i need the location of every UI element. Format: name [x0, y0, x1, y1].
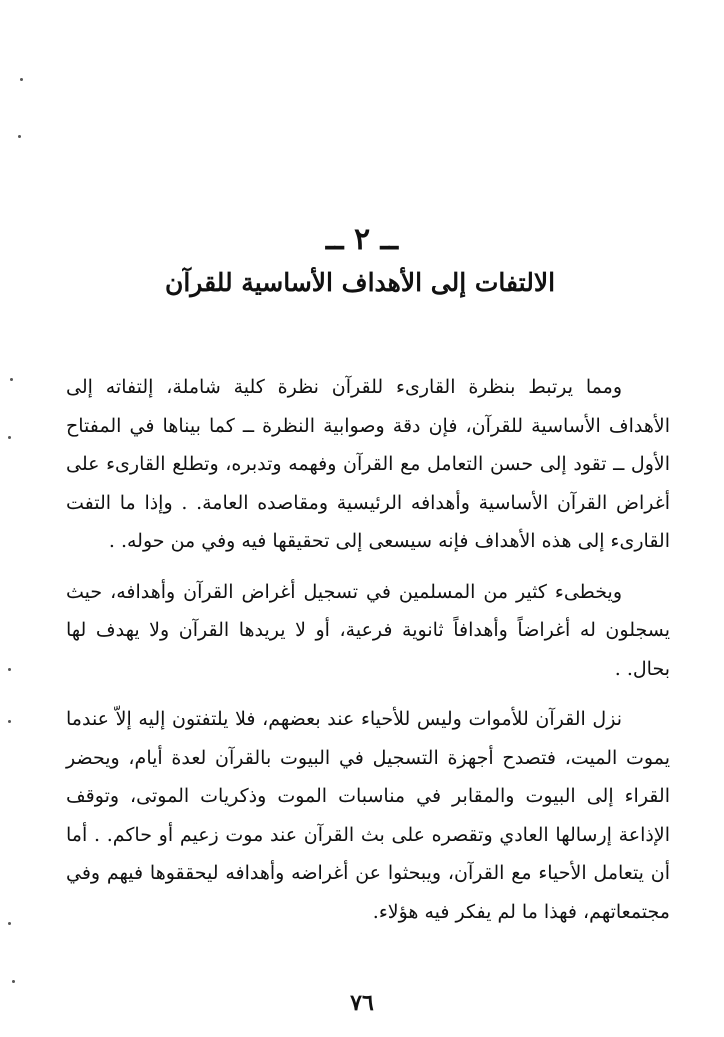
- margin-mark: [8, 668, 11, 671]
- chapter-number: ــ ٢ ــ: [325, 222, 399, 257]
- margin-mark: [8, 720, 11, 723]
- margin-mark: [20, 78, 23, 81]
- paragraph: ومما يرتبط بنظرة القارىء للقرآن نظرة كلية شاملة، إلتفاته إلى الأهداف الأساسية للقرآن، فإن دقة وصوابية النظرة ــ كما بيناها في المفتاح الأول ــ تقود إلى حسن التعامل مع القرآن وفهمه وتدبره، وتطلع القارىء على أغراض القرآن الأساسية وأهدافه الرئيسية ومقاصده العامة. . وإذا ما التفت القارىء إلى هذه الأهداف فإنه سيسعى إلى تحقيقها فيه وفي من حوله. .: [66, 376, 670, 552]
- margin-mark: [10, 378, 13, 381]
- chapter-title: الالتفات إلى الأهداف الأساسية للقرآن: [164, 268, 556, 297]
- paragraph: ويخطىء كثير من المسلمين في تسجيل أغراض القرآن وأهدافه، حيث يسجلون له أغراضاً وأهدافاً ثانوية فرعية، أو لا يريدها القرآن ولا يهدف لها بحال. .: [66, 580, 670, 680]
- margin-mark: [8, 922, 11, 925]
- margin-mark: [12, 980, 15, 983]
- margin-mark: [18, 135, 21, 138]
- body-text: [66, 368, 670, 943]
- paragraph: نزل القرآن للأموات وليس للأحياء عند بعضهم، فلا يلتفتون إليه إلاّ عندما يموت الميت، فتصدح أجهزة التسجيل في البيوت بالقرآن لعدة أيام، ويحضر القراء إلى البيوت والمقابر في مناسبات الموت وذكريات الموتى، وتوقف الإذاعة إرسالها العادي وتقصره على بث القرآن عند موت زعيم أو حاكم. . أما أن يتعامل الأحياء مع القرآن، ويبحثوا عن أغراضه وأهدافه ليحققوها فيهم وفي مجتمعاتهم، فهذا ما لم يفكر فيه هؤلاء.: [66, 708, 670, 923]
- page-number: ٧٦: [350, 990, 374, 1016]
- margin-mark: [8, 436, 11, 439]
